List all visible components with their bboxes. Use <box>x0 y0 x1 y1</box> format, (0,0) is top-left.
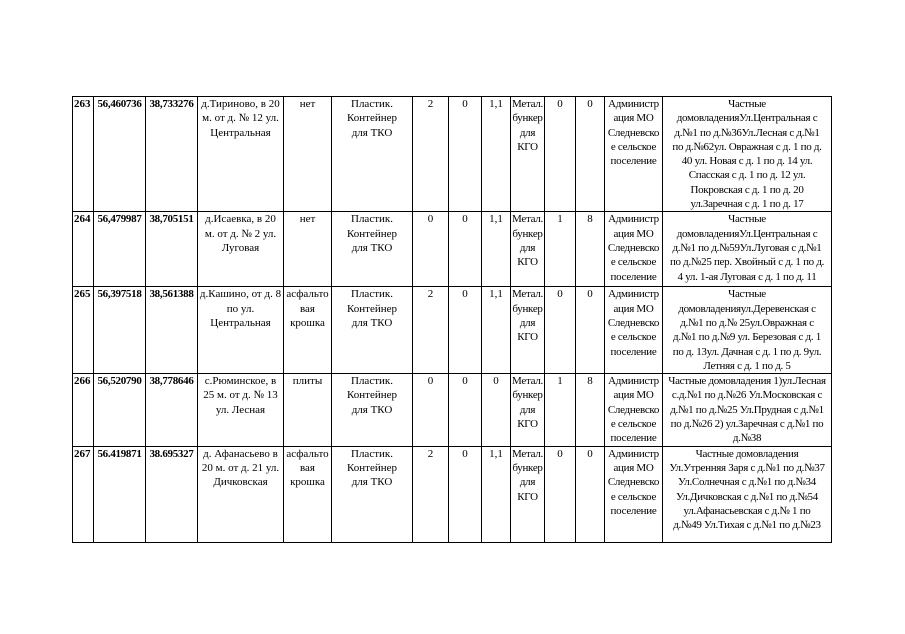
container-qty-existing-cell: 0 <box>449 287 482 374</box>
bunker-type-cell: Метал. бункер для КГО <box>511 212 545 287</box>
bunker-type-cell: Метал. бункер для КГО <box>511 374 545 446</box>
bunker-type-cell: Метал. бункер для КГО <box>511 97 545 212</box>
row-number: 263 <box>73 97 94 212</box>
container-type-cell: Пластик. Контейнер для ТКО <box>332 374 413 446</box>
row-number: 267 <box>73 446 94 542</box>
container-type-cell: Пластик. Контейнер для ТКО <box>332 287 413 374</box>
surface-cell: плиты <box>284 374 332 446</box>
longitude-cell: 38,778646 <box>146 374 198 446</box>
container-qty-existing-cell: 0 <box>449 97 482 212</box>
latitude-cell: 56,479987 <box>94 212 146 287</box>
row-number: 265 <box>73 287 94 374</box>
container-volume-cell: 1,1 <box>482 97 511 212</box>
bunker-qty-existing-cell: 0 <box>576 446 605 542</box>
bunker-qty-existing-cell: 8 <box>576 212 605 287</box>
container-type-cell: Пластик. Контейнер для ТКО <box>332 446 413 542</box>
row-number: 266 <box>73 374 94 446</box>
table-body <box>73 97 832 543</box>
owner-cell: Администр ация МО Следневско е сельское поселение <box>605 374 663 446</box>
bunker-qty-existing-cell: 0 <box>576 97 605 212</box>
table-row <box>73 212 832 287</box>
owner-cell: Администр ация МО Следневско е сельское поселение <box>605 446 663 542</box>
bunker-type-cell: Метал. бункер для КГО <box>511 446 545 542</box>
address-cell: д.Тириново, в 20 м. от д. № 12 ул. Центральная <box>198 97 284 212</box>
address-cell: с.Рюминское, в 25 м. от д. № 13 ул. Лесная <box>198 374 284 446</box>
container-type-cell: Пластик. Контейнер для ТКО <box>332 212 413 287</box>
container-qty-existing-cell: 0 <box>449 374 482 446</box>
bunker-qty-planned-cell: 0 <box>545 287 576 374</box>
table-row <box>73 97 832 212</box>
bunker-qty-planned-cell: 1 <box>545 212 576 287</box>
address-cell: д.Исаевка, в 20 м. от д. № 2 ул. Луговая <box>198 212 284 287</box>
table-row <box>73 374 832 446</box>
owner-cell: Администр ация МО Следневско е сельское поселение <box>605 97 663 212</box>
owner-cell: Администр ация МО Следневско е сельское поселение <box>605 287 663 374</box>
bunker-qty-planned-cell: 1 <box>545 374 576 446</box>
surface-cell: нет <box>284 212 332 287</box>
container-volume-cell: 1,1 <box>482 446 511 542</box>
address-cell: д.Кашино, от д. 8 по ул. Центральная <box>198 287 284 374</box>
owner-cell: Администр ация МО Следневско е сельское поселение <box>605 212 663 287</box>
bunker-qty-existing-cell: 8 <box>576 374 605 446</box>
table-row <box>73 446 832 542</box>
container-qty-planned-cell: 0 <box>413 212 449 287</box>
latitude-cell: 56.419871 <box>94 446 146 542</box>
container-type-cell: Пластик. Контейнер для ТКО <box>332 97 413 212</box>
longitude-cell: 38,561388 <box>146 287 198 374</box>
container-qty-planned-cell: 2 <box>413 97 449 212</box>
container-qty-planned-cell: 2 <box>413 287 449 374</box>
waste-sources-cell: Частные домовладенияУл.Центральная с д.№1 по д.№36Ул.Лесная с д.№1 по д.№62ул. Овражная с д. 1 по д. 40 ул. Новая с д. 1 по д. 14 ул. Спасская с д. 1 по д. 12 ул. Покровская с д. 1 по д. 20 ул.Заречная с д. 1 по д. 17 <box>663 97 832 212</box>
bunker-type-cell: Метал. бункер для КГО <box>511 287 545 374</box>
waste-sources-cell: Частные домовладенияул.Деревенская с д.№1 по д.№ 25ул.Овражная с д.№1 по д.№9 ул. Березовая с д. 1 по д. 13ул. Дачная с д. 1 по д. 9ул. Летняя с д. 1 по д. 5 <box>663 287 832 374</box>
surface-cell: асфальто вая крошка <box>284 287 332 374</box>
longitude-cell: 38,705151 <box>146 212 198 287</box>
longitude-cell: 38,733276 <box>146 97 198 212</box>
waste-sources-cell: Частные домовладенияУл.Центральная с д.№1 по д.№59Ул.Луговая с д.№1 по д.№25 пер. Хвойный с д. 1 по д. 4 ул. 1-ая Луговая с д. 1 по д. 11 <box>663 212 832 287</box>
address-cell: д. Афанасьево в 20 м. от д. 21 ул. Дичковская <box>198 446 284 542</box>
surface-cell: нет <box>284 97 332 212</box>
latitude-cell: 56,397518 <box>94 287 146 374</box>
bunker-qty-planned-cell: 0 <box>545 446 576 542</box>
waste-sources-cell: Частные домовладения 1)ул.Лесная с.д.№1 по д.№26 Ул.Московская с д.№1 по д.№25 Ул.Прудная с д.№1 по д.№26 2) ул.Заречная с д.№1 по д.№38 <box>663 374 832 446</box>
container-volume-cell: 1,1 <box>482 287 511 374</box>
waste-sources-cell: Частные домовладения Ул.Утренняя Заря с д.№1 по д.№37 Ул.Солнечная с д.№1 по д.№34 Ул.Дичковская с д.№1 по д.№54 ул.Афанасьевская с д.№ 1 по д.№49 Ул.Тихая с д.№1 по д.№23 <box>663 446 832 542</box>
waste-sites-table <box>72 96 832 543</box>
container-qty-existing-cell: 0 <box>449 212 482 287</box>
latitude-cell: 56,520790 <box>94 374 146 446</box>
container-qty-planned-cell: 0 <box>413 374 449 446</box>
latitude-cell: 56,460736 <box>94 97 146 212</box>
container-qty-existing-cell: 0 <box>449 446 482 542</box>
container-volume-cell: 1,1 <box>482 212 511 287</box>
container-qty-planned-cell: 2 <box>413 446 449 542</box>
row-number: 264 <box>73 212 94 287</box>
bunker-qty-existing-cell: 0 <box>576 287 605 374</box>
surface-cell: асфальто вая крошка <box>284 446 332 542</box>
bunker-qty-planned-cell: 0 <box>545 97 576 212</box>
container-volume-cell: 0 <box>482 374 511 446</box>
table-row <box>73 287 832 374</box>
longitude-cell: 38.695327 <box>146 446 198 542</box>
